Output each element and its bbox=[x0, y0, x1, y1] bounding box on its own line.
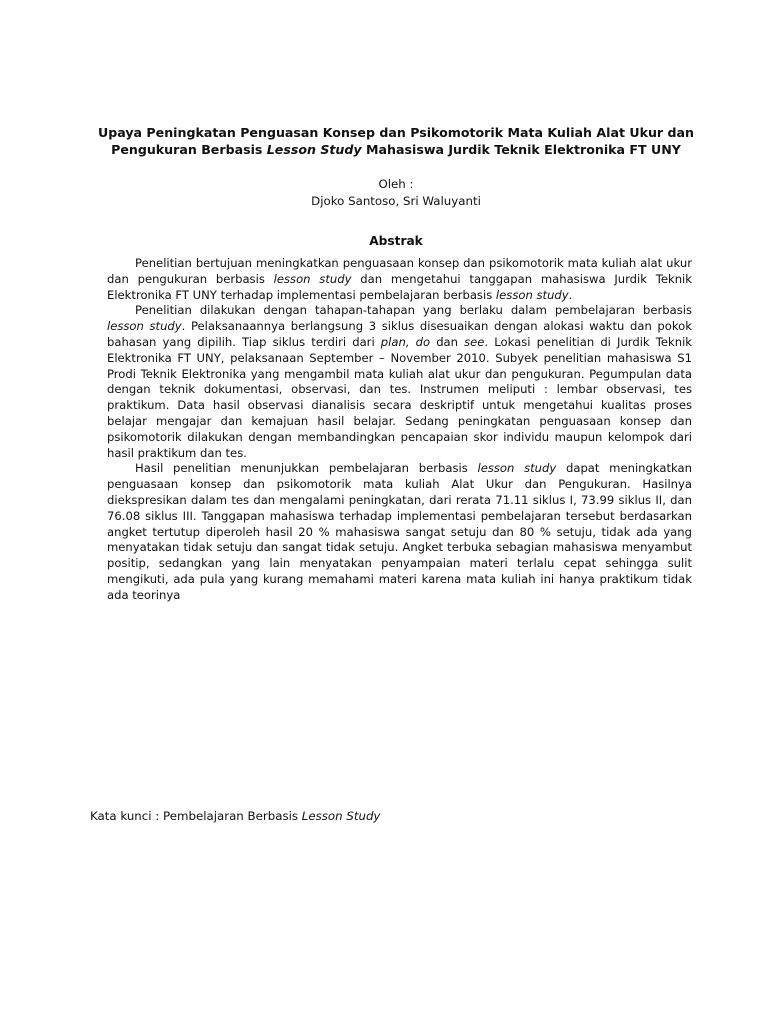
title-line-2-end: Mahasiswa Jurdik Teknik Elektronika FT UNY bbox=[361, 142, 681, 157]
p2-italic-1: lesson study bbox=[107, 319, 182, 334]
title-line-2-start: Pengukuran Berbasis bbox=[111, 142, 267, 157]
p1-text-2: dan mengetahui tanggapan mahasiswa Jurdik Teknik Elektronika FT UNY terhadap implementasi pembelajaran berbasis bbox=[107, 271, 692, 302]
keywords-label: Kata kunci : Pembelajaran Berbasis bbox=[90, 809, 302, 823]
abstract-paragraph-1 bbox=[107, 256, 692, 303]
keywords bbox=[90, 808, 690, 825]
p3-italic-1: lesson study bbox=[477, 461, 557, 476]
p3-text-1: Hasil penelitian menunjukkan pembelajaran berbasis bbox=[135, 461, 478, 476]
byline bbox=[96, 176, 696, 210]
paper-title bbox=[96, 124, 696, 158]
title-line-2-italic: Lesson Study bbox=[266, 142, 362, 157]
p1-italic-1: lesson study bbox=[273, 271, 352, 286]
p2-text-2: . Pelaksanaannya berlangsung 3 siklus disesuaikan dengan alokasi waktu dan pokok bahasan yang dipilih. Tiap siklus terdiri dari bbox=[107, 319, 692, 349]
p3-text-2: dapat meningkatkan penguasaan konsep dan psikomotorik mata kuliah Alat Ukur dan Pengukuran. Hasilnya diekspresikan dalam tes dan mengalami peningkatan, dari rerata 71.11 siklus I, 73.99 siklus II, dan 76.08 siklus III. Tanggapan mahasiswa terhadap implementasi pembelajaran tersebut berdasarkan angket tertutup diperoleh hasil 20 % mahasiswa sangat setuju dan 80 % setuju, tidak ada yang menyatakan tidak setuju dan sangat tidak setuju. Angket terbuka sebagian mahasiswa menyambut positip, sedangkan yang lain menyatakan penyampaian materi terlalu cepat sehingga sulit mengikuti, ada pula yang kurang memahami materi karena mata kuliah ini hanya praktikum tidak ada teorinya bbox=[107, 461, 693, 602]
p2-text-3: dan bbox=[430, 334, 465, 349]
title-line-1: Upaya Peningkatan Penguasan Konsep dan Psikomotorik Mata Kuliah Alat Ukur dan bbox=[97, 125, 694, 140]
oleh-label: Oleh : bbox=[378, 177, 414, 191]
authors: Djoko Santoso, Sri Waluyanti bbox=[311, 194, 481, 208]
abstract-body bbox=[107, 256, 692, 604]
p1-text-1: Penelitian bertujuan meningkatkan penguasaan konsep dan psikomotorik mata kuliah alat ukur dan pengukuran berbasis bbox=[107, 256, 692, 286]
p2-italic-3: see bbox=[464, 334, 485, 349]
p2-italic-2: plan, do bbox=[380, 334, 431, 349]
abstract-paragraph-3 bbox=[107, 461, 692, 603]
abstract-paragraph-2 bbox=[107, 303, 692, 461]
keywords-italic: Lesson Study bbox=[301, 809, 381, 823]
p1-text-3: . bbox=[568, 287, 573, 302]
p2-text-1: Penelitian dilakukan dengan tahapan-tahapan yang berlaku dalam pembelajaran berbasis bbox=[135, 303, 692, 318]
p1-italic-2: lesson study bbox=[495, 287, 569, 302]
abstract-heading: Abstrak bbox=[369, 234, 423, 248]
p2-text-4: . Lokasi penelitian di Jurdik Teknik Elektronika FT UNY, pelaksanaan September – November 2010. Subyek penelitian mahasiswa S1 Prodi Teknik Elektronika yang mengambil mata kuliah alat ukur dan pengukuran. Pegumpulan data dengan teknik dokumentasi, observasi, dan tes. Instrumen meliputi : lembar observasi, tes praktikum. Data hasil observasi dianalisis secara deskriptif untuk mengetahui kualitas proses belajar mengajar dan kemajuan hasil belajar. Sedang peningkatan penguasaan konsep dan psikomotorik dilakukan dengan membandingkan pencapaian skor individu maupun kelompok dari hasil praktikum dan tes. bbox=[107, 334, 693, 460]
